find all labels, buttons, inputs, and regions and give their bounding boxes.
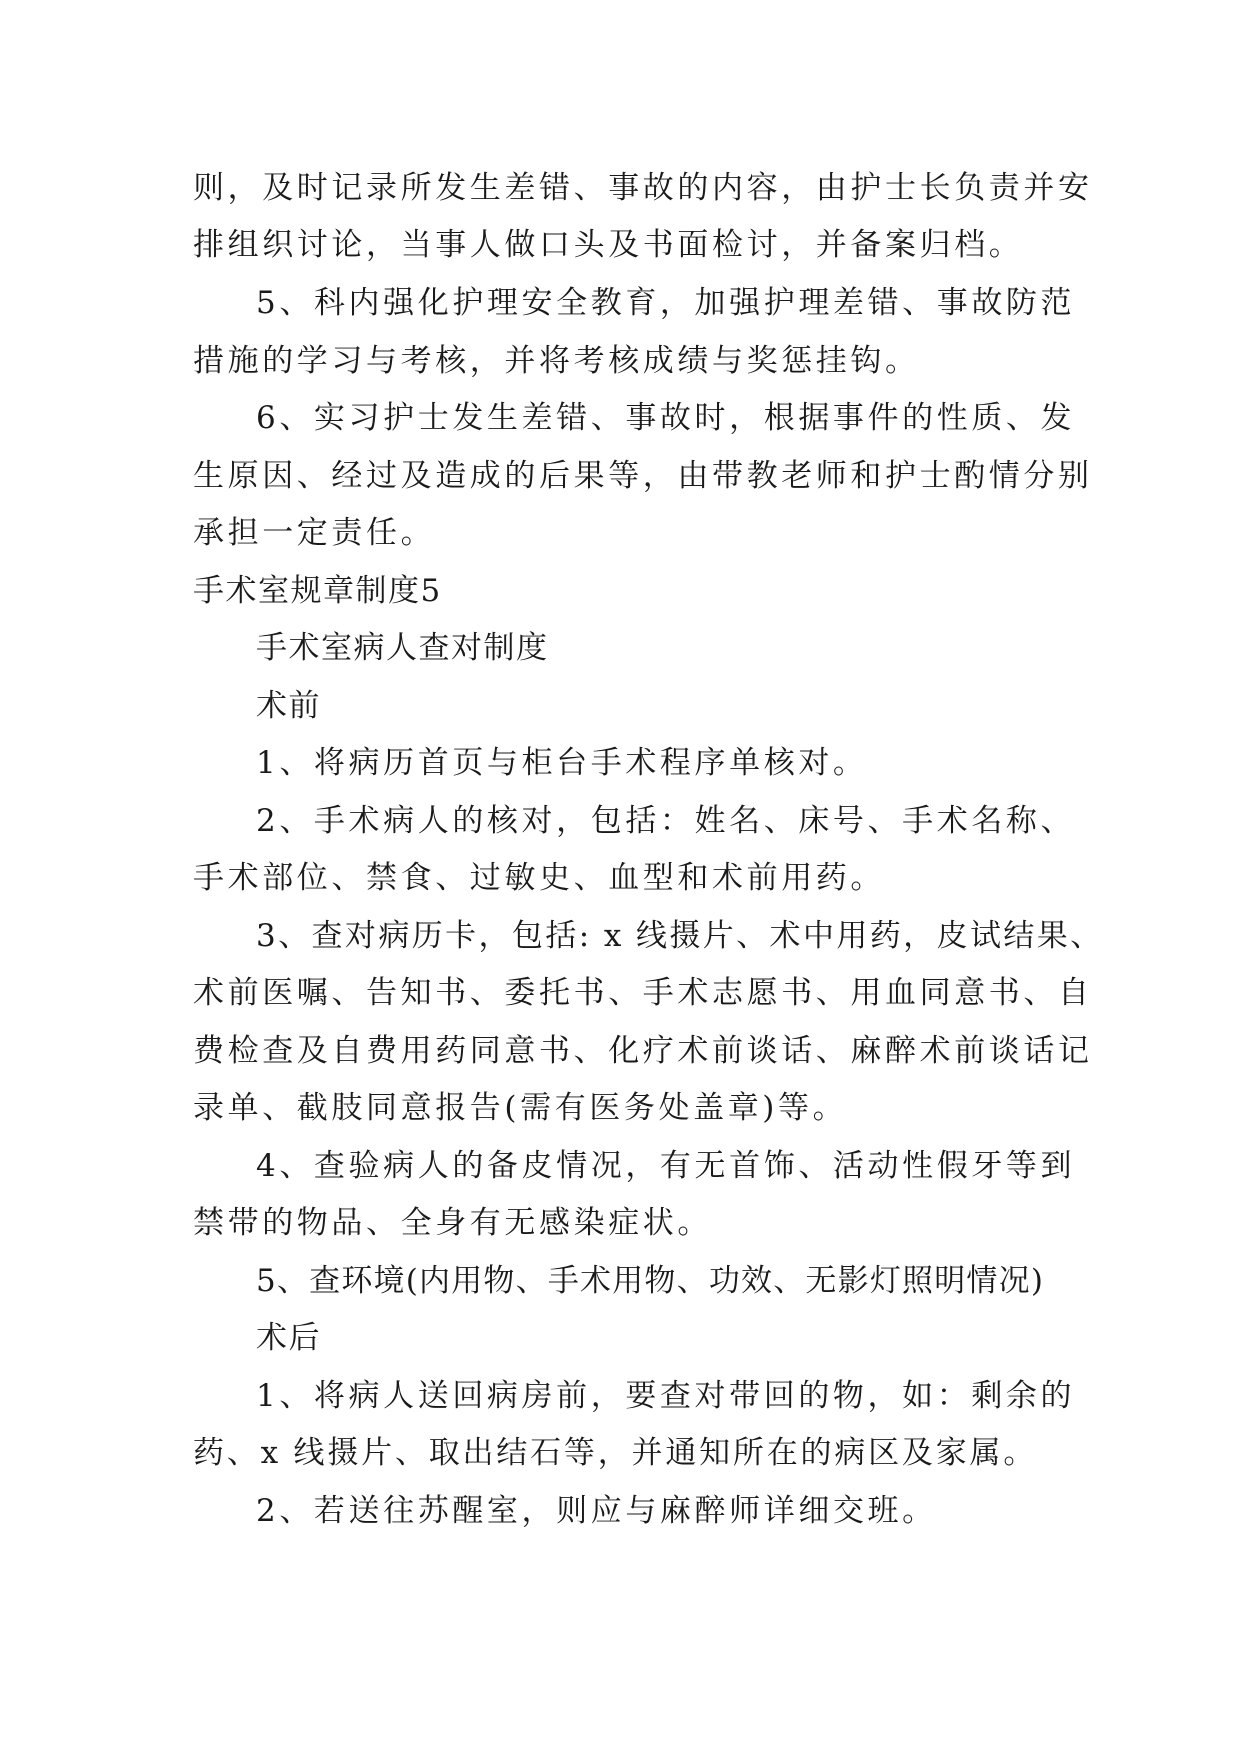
body-text-line: 承担一定责任。 — [193, 515, 436, 551]
body-text-line: 则，及时记录所发生差错、事故的内容，由护士长负责并安 — [193, 170, 1093, 206]
list-item-1b: 1、将病人送回病房前，要查对带回的物，如：剩余的 — [256, 1378, 1076, 1414]
list-item-4: 4、查验病人的备皮情况，有无首饰、活动性假牙等到 — [256, 1148, 1076, 1184]
body-text-line: 录单、截肢同意报告(需有医务处盖章)等。 — [193, 1090, 848, 1126]
section-heading: 手术室规章制度5 — [193, 573, 442, 609]
list-item-1: 1、将病历首页与柜台手术程序单核对。 — [256, 745, 868, 781]
list-item-3: 3、查对病历卡，包括: x 线摄片、术中用药，皮试结果、 — [256, 918, 1104, 954]
body-text-line: 排组织讨论，当事人做口头及书面检讨，并备案归档。 — [193, 227, 1024, 263]
subsection-title: 手术室病人查对制度 — [256, 630, 549, 666]
list-item-2b: 2、若送往苏醒室，则应与麻醉师详细交班。 — [256, 1493, 937, 1529]
body-text-line: 手术部位、禁食、过敏史、血型和术前用药。 — [193, 860, 885, 896]
subsection-label-preop: 术前 — [256, 688, 321, 724]
body-text-line: 生原因、经过及造成的后果等，由带教老师和护士酌情分别 — [193, 458, 1093, 494]
body-text-line: 术前医嘱、告知书、委托书、手术志愿书、用血同意书、自 — [193, 975, 1093, 1011]
body-text-line: 措施的学习与考核，并将考核成绩与奖惩挂钩。 — [193, 343, 920, 379]
list-item-5: 5、科内强化护理安全教育，加强护理差错、事故防范 — [256, 285, 1076, 321]
body-text-line: 禁带的物品、全身有无感染症状。 — [193, 1205, 712, 1241]
body-text-line: 费检查及自费用药同意书、化疗术前谈话、麻醉术前谈话记 — [193, 1033, 1093, 1069]
list-item-6: 6、实习护士发生差错、事故时，根据事件的性质、发 — [256, 400, 1076, 436]
list-item-5b: 5、查环境(内用物、手术用物、功效、无影灯照明情况) — [256, 1263, 1045, 1299]
list-item-2: 2、手术病人的核对，包括：姓名、床号、手术名称、 — [256, 803, 1076, 839]
subsection-label-postop: 术后 — [256, 1320, 321, 1356]
body-text-line: 药、x 线摄片、取出结石等，并通知所在的病区及家属。 — [193, 1435, 1038, 1471]
